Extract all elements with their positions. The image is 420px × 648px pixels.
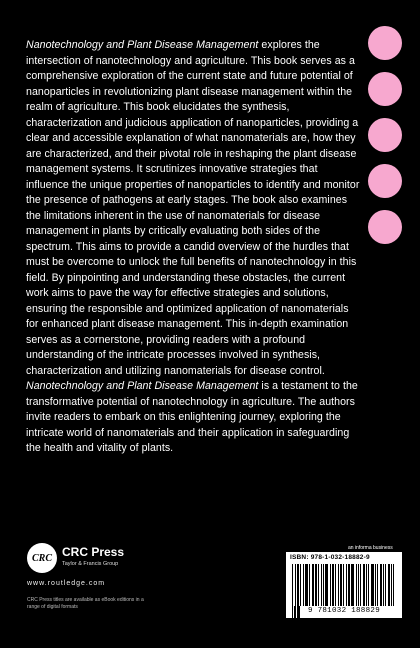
pink-circle — [368, 26, 402, 60]
decorative-circles — [368, 26, 402, 256]
publisher-group: Taylor & Francis Group — [62, 561, 119, 567]
pink-circle — [368, 72, 402, 106]
publisher-website: www.routledge.com — [27, 580, 106, 587]
pink-circle — [368, 164, 402, 198]
barcode-digits: 9 781032 188829 — [307, 607, 380, 615]
book-description — [26, 38, 362, 457]
pink-circle — [368, 118, 402, 152]
description-text: explores the intersection of nanotechnology and agriculture. This book serves as a comprehensive exploration of the current state and future potential of nanoparticles in revolutionizing plant disease management within the realm of agriculture. This book elucidates the synthesis, characterization and judicious application of nanoparticles, providing a clear and accessible explanation of what nanomaterials are, how they are characterized, and their pivotal role in reshaping the plant disease management systems. It scrutinizes innovative strategies that influence the unique properties of nanoparticles to identify and monitor the presence of pathogens at early stages. The book also examines the limitations inherent in the use of nanomaterials for disease management in plants by critically evaluating both sides of the spectrum. This aims to provide a candid overview of the hurdles that must be overcome to unlock the full benefits of nanotechnology in this field. By pinpointing and understanding these obstacles, the current work aims to pave the way for effective strategies and solutions, ensuring the responsible and optimized application of nanomaterials for enhanced plant disease management. This in-depth examination serves as a cornerstone, providing readers with a profound understanding of the intricate processes involved in synthesis, characterization and utilizing nanomaterials for disease control. — [26, 39, 360, 377]
publisher-name: CRC Press — [62, 545, 125, 559]
barcode — [286, 552, 402, 618]
pink-circle — [368, 210, 402, 244]
description-text: is a testament to the transformative potential of nanotechnology in agriculture. The authors invite readers to embark on this enlightening journey, exploring the intricate world of nanomaterials and their application in safeguarding the health and vitality of plants. — [26, 380, 358, 454]
crc-press-logo: CRC — [27, 543, 57, 573]
book-title-italic: Nanotechnology and Plant Disease Management — [26, 380, 259, 392]
isbn-text: ISBN: 978-1-032-18882-9 — [290, 554, 370, 561]
barcode-bars — [292, 564, 396, 606]
book-title-italic: Nanotechnology and Plant Disease Management — [26, 39, 259, 51]
ebook-note: CRC Press titles are available as eBook editions in a range of digital formats — [27, 597, 144, 610]
informa-business-label: an informa business — [348, 545, 393, 551]
